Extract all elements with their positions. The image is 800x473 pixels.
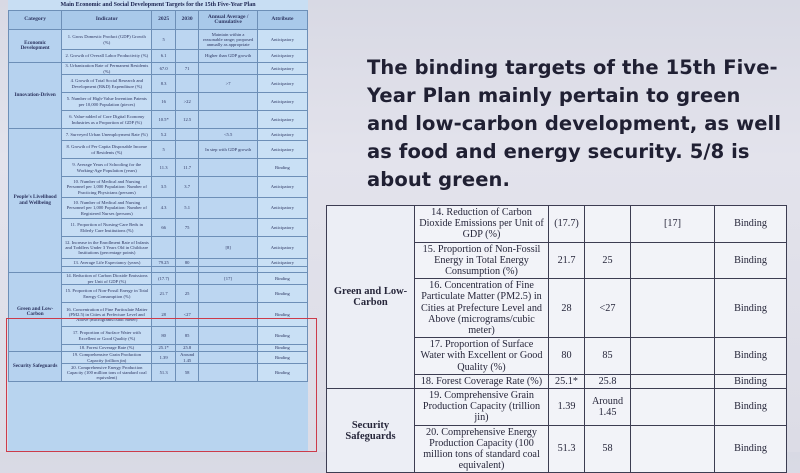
left-2030-cell (175, 75, 199, 93)
left-2030-cell: 58 (175, 364, 199, 382)
left-average-cell: >7 (199, 75, 257, 93)
left-indicator-cell: 10. Number of Medical and Nursing Personnel per 1,000 Population: Number of Registered Nurses (persons) (62, 198, 152, 219)
left-attribute-cell: Anticipatory (257, 177, 307, 198)
attribute-cell: Binding (715, 338, 787, 375)
left-2030-cell (175, 141, 199, 159)
left-2030-cell: 71 (175, 63, 199, 75)
left-average-cell (199, 111, 257, 129)
annual-average-cell: [17] (631, 206, 715, 243)
left-attribute-cell: Anticipatory (257, 111, 307, 129)
indicator-cell: 18. Forest Coverage Rate (%) (415, 374, 549, 388)
left-2030-cell: >22 (175, 93, 199, 111)
left-category-cell: Green and Low-Carbon (9, 273, 62, 352)
left-attribute-cell: Binding (257, 327, 307, 345)
left-indicator-cell: 19. Comprehensive Grain Production Capacity (trillion jin) (62, 352, 152, 364)
left-average-cell (199, 177, 257, 198)
left-average-cell: In step with GDP growth (199, 141, 257, 159)
left-average-cell (199, 327, 257, 345)
left-2030-cell: 25.8 (175, 345, 199, 352)
left-2025-cell: 8.3 (152, 75, 176, 93)
left-category-cell: Security Safeguards (9, 352, 62, 382)
annual-average-cell (631, 374, 715, 388)
left-header-cell: 2025 (152, 11, 176, 30)
left-category-cell: Innovation-Driven (9, 63, 62, 129)
left-2025-cell: 66 (152, 219, 176, 237)
category-cell: Security Safeguards (327, 389, 415, 473)
left-attribute-cell: Binding (257, 303, 307, 327)
left-average-cell: [17] (199, 273, 257, 285)
left-indicator-cell: 10. Number of Medical and Nursing Personnel per 1,000 Population: Number of Practicing Physicians (persons) (62, 177, 152, 198)
left-2025-cell: 3.5 (152, 177, 176, 198)
left-attribute-cell: Anticipatory (257, 75, 307, 93)
annual-average-cell (631, 338, 715, 375)
left-2030-cell (175, 237, 199, 259)
left-indicator-cell: 9. Average Years of Schooling for the Working-Age Population (years) (62, 159, 152, 177)
left-2025-cell: 11.3 (152, 159, 176, 177)
value-2030-cell: 25 (585, 242, 631, 279)
left-attribute-cell: Anticipatory (257, 50, 307, 63)
left-average-cell: <5.5 (199, 129, 257, 141)
binding-targets-table-body (327, 206, 787, 473)
value-2025-cell: 21.7 (549, 242, 585, 279)
value-2030-cell: 85 (585, 338, 631, 375)
left-table-title: Main Economic and Social Development Targets for the 15th Five-Year Plan (8, 0, 308, 10)
left-2025-cell: 51.3 (152, 364, 176, 382)
left-2030-cell (175, 50, 199, 63)
binding-targets-table (326, 205, 787, 473)
left-targets-table-panel (8, 0, 308, 452)
left-indicator-cell: 7. Surveyed Urban Unemployment Rate (%) (62, 129, 152, 141)
binding-targets-table-panel (326, 205, 786, 473)
indicator-cell: 15. Proportion of Non-Fossil Energy in Total Energy Consumption (%) (415, 242, 549, 279)
left-2030-cell: 25 (175, 285, 199, 303)
left-2030-cell: 11.7 (175, 159, 199, 177)
attribute-cell: Binding (715, 206, 787, 243)
left-average-cell (199, 352, 257, 364)
annual-average-cell (631, 242, 715, 279)
left-header-cell: Annual Average / Cumulative (199, 11, 257, 30)
category-cell: Green and Low-Carbon (327, 206, 415, 389)
left-2030-cell: 80 (175, 259, 199, 267)
left-attribute-cell: Binding (257, 352, 307, 364)
left-indicator-cell: 6. Value-added of Core Digital Economy Industries as a Proportion of GDP (%) (62, 111, 152, 129)
left-indicator-cell: 11. Proportion of Nursing-Care Beds in Elderly Care Institutions (%) (62, 219, 152, 237)
left-attribute-cell: Anticipatory (257, 237, 307, 259)
value-2030-cell: 58 (585, 425, 631, 473)
left-2030-cell: <27 (175, 303, 199, 327)
left-indicator-cell: 16. Concentration of Fine Particulate Matter (PM2.5) in Cities at Prefecture Level and Above (micrograms/cubic meter) (62, 303, 152, 327)
left-2030-cell (175, 129, 199, 141)
left-2030-cell: 85 (175, 327, 199, 345)
left-2025-cell: 5.2 (152, 129, 176, 141)
left-table-row (9, 30, 308, 50)
attribute-cell: Binding (715, 279, 787, 338)
left-average-cell (199, 93, 257, 111)
left-2025-cell: 1.39 (152, 352, 176, 364)
left-average-cell (199, 259, 257, 267)
attribute-cell: Binding (715, 242, 787, 279)
left-2030-cell: 75 (175, 219, 199, 237)
indicator-cell: 19. Comprehensive Grain Production Capacity (trillion jin) (415, 389, 549, 426)
left-2025-cell: 80 (152, 327, 176, 345)
binding-table-row (327, 389, 787, 426)
left-attribute-cell: Binding (257, 285, 307, 303)
value-2025-cell: 51.3 (549, 425, 585, 473)
left-average-cell (199, 159, 257, 177)
left-indicator-cell: 8. Growth of Per Capita Disposable Income of Residents (%) (62, 141, 152, 159)
left-indicator-cell: 2. Growth of Overall Labor Productivity (%) (62, 50, 152, 63)
left-attribute-cell: Anticipatory (257, 63, 307, 75)
left-2025-cell: (17.7) (152, 273, 176, 285)
left-average-cell (199, 364, 257, 382)
left-average-cell (199, 285, 257, 303)
attribute-cell: Binding (715, 389, 787, 426)
left-indicator-cell: 15. Proportion of Non-Fossil Energy in Total Energy Consumption (%) (62, 285, 152, 303)
left-2025-cell: 4.3 (152, 198, 176, 219)
left-table-row (9, 63, 308, 75)
left-attribute-cell: Binding (257, 364, 307, 382)
indicator-cell: 14. Reduction of Carbon Dioxide Emissions per Unit of GDP (%) (415, 206, 549, 243)
left-2025-cell: 16 (152, 93, 176, 111)
left-attribute-cell: Binding (257, 273, 307, 285)
value-2025-cell: (17.7) (549, 206, 585, 243)
left-2030-cell: 12.5 (175, 111, 199, 129)
annual-average-cell (631, 389, 715, 426)
left-table-row (9, 273, 308, 285)
left-indicator-cell: 12. Increase in the Enrollment Rate of Infants and Toddlers Under 3 Years Old in Childcare Institutions (percentage points) (62, 237, 152, 259)
value-2025-cell: 80 (549, 338, 585, 375)
left-indicator-cell: 5. Number of High-Value Invention Patents per 10,000 Population (pieces) (62, 93, 152, 111)
left-average-cell (199, 345, 257, 352)
left-indicator-cell: 3. Urbanization Rate of Permanent Residents (%) (62, 63, 152, 75)
left-attribute-cell: Anticipatory (257, 259, 307, 267)
left-average-cell: [8] (199, 237, 257, 259)
left-2025-cell: 21.7 (152, 285, 176, 303)
value-2030-cell: 25.8 (585, 374, 631, 388)
left-table-header-row (9, 11, 308, 30)
left-attribute-cell: Anticipatory (257, 30, 307, 50)
left-indicator-cell: 1. Gross Domestic Product (GDP) Growth (%) (62, 30, 152, 50)
left-attribute-cell: Binding (257, 159, 307, 177)
left-indicator-cell: 13. Average Life Expectancy (years) (62, 259, 152, 267)
left-2025-cell: 79.25 (152, 259, 176, 267)
value-2030-cell: Around 1.45 (585, 389, 631, 426)
left-indicator-cell: 18. Forest Coverage Rate (%) (62, 345, 152, 352)
annual-average-cell (631, 279, 715, 338)
left-2030-cell (175, 30, 199, 50)
left-average-cell (199, 198, 257, 219)
left-attribute-cell: Anticipatory (257, 198, 307, 219)
left-table-body (9, 30, 308, 382)
left-indicator-cell: 4. Growth of Total Social Research and Development (R&D) Expenditure (%) (62, 75, 152, 93)
left-2025-cell: 5 (152, 141, 176, 159)
left-indicator-cell: 14. Reduction of Carbon Dioxide Emissions per Unit of GDP (%) (62, 273, 152, 285)
annual-average-cell (631, 425, 715, 473)
left-2030-cell: Around 1.45 (175, 352, 199, 364)
value-2030-cell: <27 (585, 279, 631, 338)
left-targets-table (8, 10, 308, 382)
left-2030-cell (175, 273, 199, 285)
value-2025-cell: 25.1* (549, 374, 585, 388)
left-2030-cell: 3.7 (175, 177, 199, 198)
headline-text: The binding targets of the 15th Five-Year Plan mainly pertain to green and low-carbon development, as well as food and energy security. 5/8 is about green. (367, 56, 782, 191)
value-2025-cell: 1.39 (549, 389, 585, 426)
left-category-cell: Economic Development (9, 30, 62, 63)
left-average-cell (199, 219, 257, 237)
left-indicator-cell: 17. Proportion of Surface Water with Excellent or Good Quality (%) (62, 327, 152, 345)
value-2025-cell: 28 (549, 279, 585, 338)
indicator-cell: 17. Proportion of Surface Water with Excellent or Good Quality (%) (415, 338, 549, 375)
left-attribute-cell: Anticipatory (257, 129, 307, 141)
left-table-row (9, 129, 308, 141)
left-average-cell (199, 63, 257, 75)
left-attribute-cell: Binding (257, 345, 307, 352)
attribute-cell: Binding (715, 425, 787, 473)
left-average-cell (199, 303, 257, 327)
left-2025-cell: 6.1 (152, 50, 176, 63)
value-2030-cell (585, 206, 631, 243)
indicator-cell: 16. Concentration of Fine Particulate Matter (PM2.5) in Cities at Prefecture Level and Above (micrograms/cubic meter) (415, 279, 549, 338)
indicator-cell: 20. Comprehensive Energy Production Capacity (100 million tons of standard coal equivalent) (415, 425, 549, 473)
binding-table-row (327, 206, 787, 243)
left-2025-cell: 5 (152, 30, 176, 50)
left-header-cell: Category (9, 11, 62, 30)
left-average-cell: Maintain within a reasonable range; proposed annually as appropriate (199, 30, 257, 50)
left-header-cell: Indicator (62, 11, 152, 30)
left-attribute-cell: Anticipatory (257, 141, 307, 159)
left-2025-cell: 25.1* (152, 345, 176, 352)
left-attribute-cell: Anticipatory (257, 93, 307, 111)
left-2025-cell: 10.5* (152, 111, 176, 129)
left-2030-cell: 5.1 (175, 198, 199, 219)
attribute-cell: Binding (715, 374, 787, 388)
left-header-cell: 2030 (175, 11, 199, 30)
left-header-cell: Attribute (257, 11, 307, 30)
left-indicator-cell: 20. Comprehensive Energy Production Capacity (100 million tons of standard coal equivalent) (62, 364, 152, 382)
left-average-cell: Higher than GDP growth (199, 50, 257, 63)
left-2025-cell: 28 (152, 303, 176, 327)
left-category-cell: People's Livelihood and Wellbeing (9, 129, 62, 273)
left-attribute-cell: Anticipatory (257, 219, 307, 237)
left-2025-cell: 67.0 (152, 63, 176, 75)
left-table-row (9, 352, 308, 364)
left-2025-cell (152, 237, 176, 259)
